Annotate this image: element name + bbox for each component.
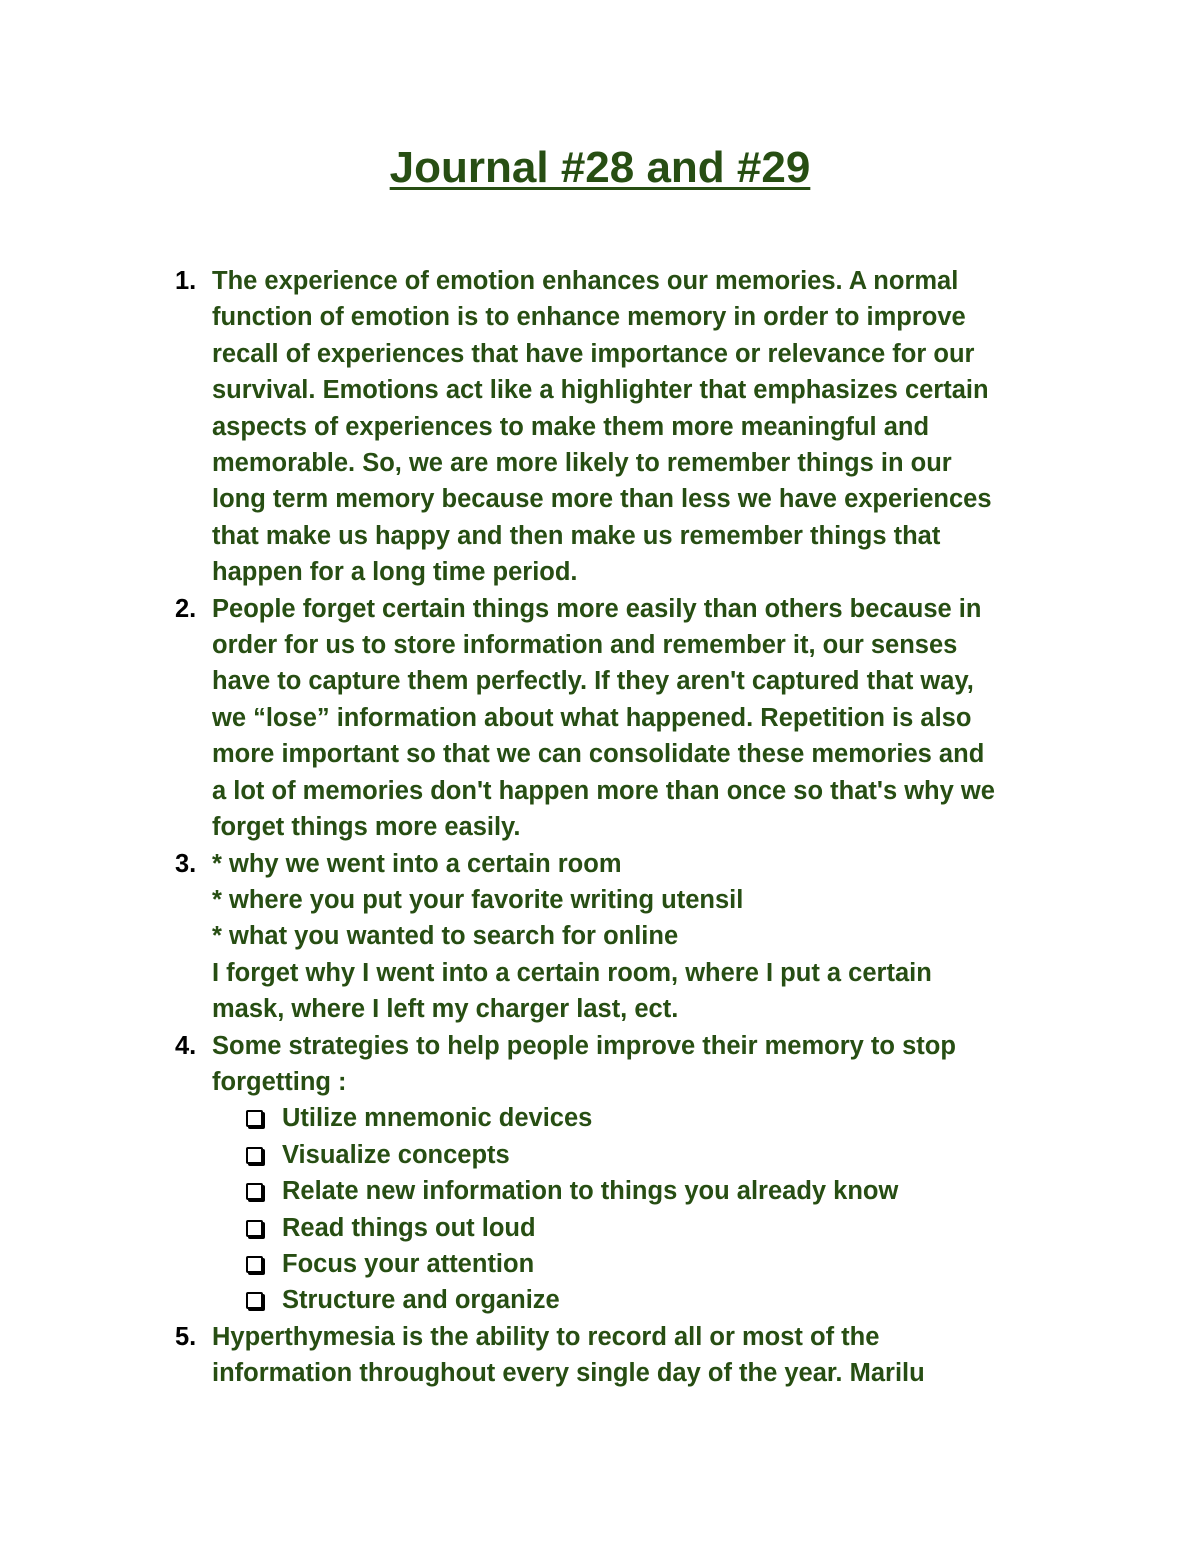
paragraph-line: Hyperthymesia is the ability to record all or most of the — [212, 1322, 880, 1351]
paragraph-line: aspects of experiences to make them more meaningful and — [212, 412, 930, 441]
paragraph-line: order for us to store information and remember it, our senses — [212, 631, 958, 660]
paragraph-line: forget things more easily. — [212, 813, 521, 842]
page-title-text: Journal #28 and #29 — [389, 143, 811, 192]
strategy-checklist — [212, 1100, 1075, 1318]
checklist-item-label: Structure and organize — [282, 1286, 560, 1315]
checkbox-icon — [246, 1147, 263, 1164]
numbered-list — [175, 263, 1075, 1392]
paragraph-line: * what you wanted to search for online — [212, 922, 679, 951]
paragraph-line: survival. Emotions act like a highlighter that emphasizes certain — [212, 376, 989, 405]
list-item-3 — [175, 846, 1075, 1028]
checklist-item — [246, 1282, 1075, 1318]
checklist-item-label: Focus your attention — [282, 1249, 535, 1278]
paragraph-line: I forget why I went into a certain room, where I put a certain — [212, 958, 932, 987]
paragraph-line: happen for a long time period. — [212, 558, 578, 587]
list-number: 5. — [175, 1322, 197, 1351]
checkbox-icon — [246, 1220, 263, 1237]
checklist-item — [246, 1173, 1075, 1209]
list-number: 2. — [175, 594, 197, 623]
paragraph-line: have to capture them perfectly. If they aren't captured that way, — [212, 667, 974, 696]
paragraph-line: long term memory because more than less we have experiences — [212, 485, 992, 514]
paragraph-line: function of emotion is to enhance memory in order to improve — [212, 303, 966, 332]
paragraph-line: more important so that we can consolidate these memories and — [212, 740, 985, 769]
paragraph-line: * why we went into a certain room — [212, 849, 622, 878]
page-title — [0, 138, 1200, 198]
paragraph-line: The experience of emotion enhances our memories. A normal — [212, 267, 959, 295]
checklist-item-label: Read things out loud — [282, 1213, 536, 1242]
checklist-item — [246, 1210, 1075, 1246]
paragraph-line: mask, where I left my charger last, ect. — [212, 995, 679, 1024]
paragraph-line: recall of experiences that have importance or relevance for our — [212, 339, 975, 368]
checklist-item — [246, 1100, 1075, 1136]
list-item-4 — [175, 1028, 1075, 1319]
list-item-5 — [175, 1319, 1075, 1392]
list-number: 4. — [175, 1031, 197, 1060]
checklist-item-label: Utilize mnemonic devices — [282, 1104, 593, 1133]
paragraph-line: that make us happy and then make us remember things that — [212, 521, 941, 550]
checklist-item-label: Relate new information to things you already know — [282, 1177, 899, 1206]
checklist-item — [246, 1246, 1075, 1282]
checkbox-icon — [246, 1292, 263, 1309]
list-item-2 — [175, 591, 1075, 846]
paragraph-line: People forget certain things more easily than others because in — [212, 594, 982, 623]
paragraph-line: we “lose” information about what happened. Repetition is also — [212, 703, 972, 732]
paragraph-line: Some strategies to help people improve their memory to stop — [212, 1031, 956, 1060]
list-number: 1. — [175, 267, 197, 295]
checkbox-icon — [246, 1256, 263, 1273]
paragraph-line: information throughout every single day of the year. Marilu — [212, 1359, 925, 1388]
checkbox-icon — [246, 1183, 263, 1200]
checkbox-icon — [246, 1110, 263, 1127]
paragraph-line: * where you put your favorite writing utensil — [212, 885, 744, 914]
list-number: 3. — [175, 849, 197, 878]
list-item-1 — [175, 263, 1075, 591]
checklist-item-label: Visualize concepts — [282, 1140, 510, 1169]
paragraph-line: memorable. So, we are more likely to remember things in our — [212, 449, 952, 478]
checklist-item — [246, 1137, 1075, 1173]
paragraph-line: forgetting : — [212, 1067, 347, 1096]
paragraph-line: a lot of memories don't happen more than once so that's why we — [212, 776, 995, 805]
document-body — [175, 263, 1075, 1392]
